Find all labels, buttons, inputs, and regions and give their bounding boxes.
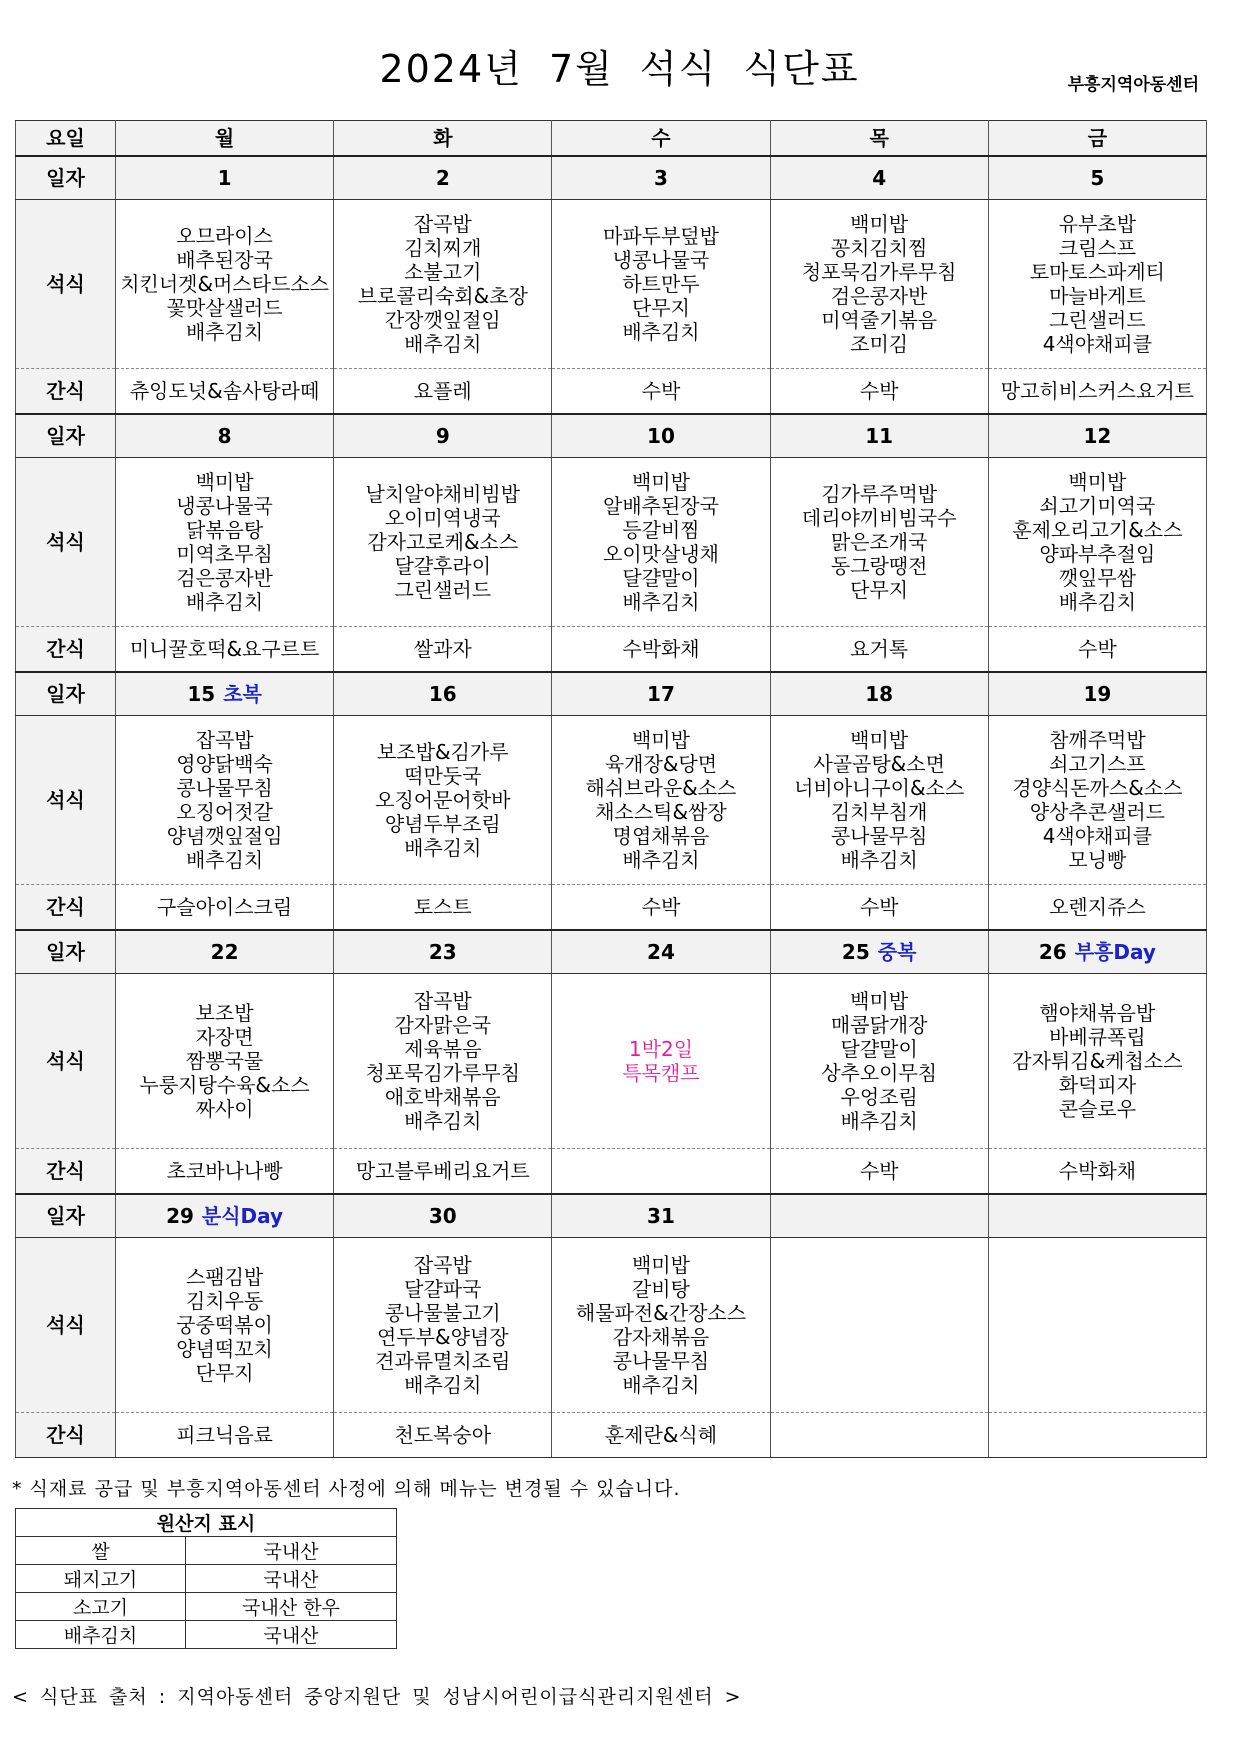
origin-item: 소고기 (16, 1593, 186, 1621)
meal-cell (552, 716, 770, 885)
menu-item: 콩나물무침 (612, 1349, 710, 1373)
snack-cell: 요거톡 (770, 627, 988, 673)
snack-label: 간식 (16, 627, 116, 673)
menu-item: 유부초밥 (1058, 212, 1137, 236)
meal-cell (770, 974, 988, 1149)
snack-label: 간식 (16, 1149, 116, 1195)
menu-item: 해쉬브라운&소스 (585, 776, 737, 800)
origin-item: 돼지고기 (16, 1565, 186, 1593)
menu-item: 우엉조림 (840, 1085, 918, 1109)
origin-row (16, 1621, 397, 1649)
meal-cell (116, 1238, 334, 1413)
menu-item: 사골곰탕&소면 (813, 752, 945, 776)
snack-cell (770, 1413, 988, 1458)
date-row (16, 1194, 1207, 1238)
origin-table (15, 1508, 397, 1649)
snack-cell: 수박 (770, 1149, 988, 1195)
date-row (16, 156, 1207, 200)
organization-name: 부흥지역아동센터 (1067, 75, 1199, 95)
snack-cell: 수박 (552, 885, 770, 931)
menu-item: 제육볶음 (404, 1037, 482, 1061)
meal-label: 석식 (16, 716, 116, 885)
snack-cell: 토스트 (334, 885, 552, 931)
snack-cell: 수박 (770, 369, 988, 415)
menu-item: 냉콩나물국 (612, 248, 710, 272)
date-number: 3 (654, 166, 668, 190)
menu-item: 짬뽕국물 (185, 1049, 264, 1073)
meal-cell (552, 200, 770, 369)
menu-item: 백미밥 (631, 728, 690, 752)
menu-item: 양념떡꼬치 (176, 1337, 273, 1361)
menu-item: 청포묵김가루무침 (801, 260, 957, 284)
menu-item: 미역줄기볶음 (821, 308, 938, 332)
menu-item: 해물파전&간장소스 (575, 1301, 747, 1325)
menu-item: 오므라이스 (176, 224, 273, 248)
meal-cell (334, 458, 552, 627)
menu-item: 견과류멸치조림 (375, 1349, 511, 1373)
date-row (16, 672, 1207, 716)
date-cell (116, 930, 334, 974)
weekday-label: 요일 (16, 121, 116, 157)
menu-item: 채소스틱&쌈장 (595, 800, 727, 824)
menu-item: 애호박채볶음 (384, 1085, 501, 1109)
menu-item: 백미밥 (850, 212, 909, 236)
menu-item: 양파부추절임 (1039, 542, 1156, 566)
meal-row (16, 200, 1207, 369)
snack-cell: 수박화채 (552, 627, 770, 673)
meal-cell (770, 458, 988, 627)
origin-country: 국내산 (186, 1565, 397, 1593)
snack-cell: 수박 (770, 885, 988, 931)
meal-row (16, 1238, 1207, 1413)
origin-item: 배추김치 (16, 1621, 186, 1649)
menu-item: 백미밥 (631, 1253, 690, 1277)
meal-cell (334, 974, 552, 1149)
date-number: 26 (1038, 940, 1067, 964)
menu-item: 잡곡밥 (413, 989, 472, 1013)
menu-item: 김치부침개 (830, 800, 928, 824)
event-label: 부흥Day (1074, 940, 1156, 964)
meal-cell (116, 200, 334, 369)
date-cell (988, 672, 1206, 716)
snack-cell: 쌀과자 (334, 627, 552, 673)
menu-item: 쇠고기스프 (1049, 752, 1146, 776)
menu-item: 미역초무침 (176, 542, 273, 566)
menu-item: 김치찌개 (404, 236, 482, 260)
date-cell (552, 930, 770, 974)
snack-cell: 피크닉음료 (116, 1413, 334, 1458)
menu-item: 양상추콘샐러드 (1029, 800, 1165, 824)
meal-label: 석식 (16, 974, 116, 1149)
origin-row (16, 1593, 397, 1621)
menu-item: 조미김 (850, 332, 909, 356)
date-number: 1 (217, 166, 232, 190)
change-notice: * 식재료 공급 및 부흥지역아동센터 사정에 의해 메뉴는 변경될 수 있습니다. (12, 1478, 681, 1500)
menu-item: 배추김치 (404, 1373, 482, 1397)
menu-item: 배추김치 (185, 590, 264, 614)
menu-item: 짜사이 (195, 1097, 254, 1121)
menu-item: 누룽지탕수육&소스 (139, 1073, 310, 1097)
origin-title: 원산지 표시 (16, 1509, 397, 1537)
menu-item: 배추김치 (404, 836, 482, 860)
snack-cell (552, 1149, 770, 1195)
origin-row (16, 1565, 397, 1593)
menu-item: 검은콩자반 (176, 566, 273, 590)
meal-label: 석식 (16, 1238, 116, 1413)
menu-item: 배추김치 (622, 848, 700, 872)
menu-item: 양념깻잎절임 (166, 824, 283, 848)
menu-item: 콩나물무침 (176, 776, 273, 800)
origin-country: 국내산 한우 (186, 1593, 397, 1621)
meal-row (16, 974, 1207, 1149)
menu-item: 떡만둣국 (404, 764, 482, 788)
menu-item: 백미밥 (850, 989, 909, 1013)
menu-item: 갈비탕 (631, 1277, 690, 1301)
menu-item: 명엽채볶음 (612, 824, 710, 848)
meal-cell (770, 1238, 988, 1413)
menu-item: 화덕피자 (1058, 1073, 1137, 1097)
weekday-thu: 목 (770, 121, 988, 157)
menu-item: 그린샐러드 (1049, 308, 1146, 332)
date-cell (334, 414, 552, 458)
menu-item: 바베큐폭립 (1049, 1025, 1146, 1049)
snack-cell: 훈제란&식혜 (552, 1413, 770, 1458)
origin-country: 국내산 (186, 1621, 397, 1649)
menu-item: 오징어젓갈 (176, 800, 273, 824)
menu-item: 꽃맛살샐러드 (166, 296, 283, 320)
snack-row (16, 1413, 1207, 1458)
menu-item: 백미밥 (850, 728, 909, 752)
menu-item: 치킨너겟&머스타드소스 (120, 272, 329, 296)
menu-item: 청포묵김가루무침 (365, 1061, 521, 1085)
date-label: 일자 (16, 672, 116, 716)
snack-row (16, 885, 1207, 931)
snack-cell: 수박 (552, 369, 770, 415)
menu-item: 자장면 (195, 1025, 254, 1049)
date-cell (552, 672, 770, 716)
date-number: 30 (428, 1204, 457, 1228)
date-label: 일자 (16, 1194, 116, 1238)
menu-item: 감자맑은국 (394, 1013, 492, 1037)
menu-item: 하트만두 (622, 272, 700, 296)
date-label: 일자 (16, 156, 116, 200)
date-cell (988, 930, 1206, 974)
date-cell (552, 156, 770, 200)
menu-item: 맑은조개국 (830, 530, 928, 554)
date-number: 9 (435, 424, 450, 448)
camp-label: 1박2일 (628, 1037, 694, 1061)
menu-item: 배추김치 (622, 320, 700, 344)
date-cell (334, 1194, 552, 1238)
event-label: 중복 (877, 940, 917, 964)
menu-item: 보조밥 (195, 1001, 254, 1025)
snack-label: 간식 (16, 885, 116, 931)
menu-item: 잡곡밥 (195, 728, 254, 752)
menu-item: 궁중떡볶이 (176, 1313, 273, 1337)
menu-item: 냉콩나물국 (176, 494, 273, 518)
menu-item: 콩나물불고기 (384, 1301, 501, 1325)
date-cell (770, 156, 988, 200)
menu-item: 닭볶음탕 (185, 518, 264, 542)
meal-label: 석식 (16, 458, 116, 627)
snack-cell: 츄잉도넛&솜사탕라떼 (116, 369, 334, 415)
menu-item: 감자튀김&케첩소스 (1012, 1049, 1183, 1073)
menu-item: 감자고로케&소스 (367, 530, 519, 554)
event-label: 초복 (223, 682, 262, 706)
meal-cell (988, 200, 1206, 369)
date-cell (770, 1194, 988, 1238)
menu-item: 상추오이무침 (821, 1061, 938, 1085)
menu-item: 햄야채볶음밥 (1039, 1001, 1156, 1025)
menu-item: 오징어문어핫바 (375, 788, 511, 812)
date-cell (988, 156, 1206, 200)
date-number: 31 (647, 1204, 675, 1228)
date-number: 23 (428, 940, 457, 964)
menu-item: 마늘바게트 (1049, 284, 1146, 308)
snack-label: 간식 (16, 1413, 116, 1458)
menu-item: 참깨주먹밥 (1049, 728, 1146, 752)
menu-item: 콘슬로우 (1058, 1097, 1137, 1121)
date-cell (334, 156, 552, 200)
menu-item: 매콤닭개장 (830, 1013, 928, 1037)
snack-cell: 천도복숭아 (334, 1413, 552, 1458)
date-number: 18 (865, 682, 894, 706)
date-number: 8 (217, 424, 232, 448)
menu-item: 양념두부조림 (384, 812, 501, 836)
page-title: 2024년 7월 석식 식단표 (379, 47, 860, 91)
date-number: 5 (1090, 166, 1105, 190)
snack-row (16, 627, 1207, 673)
meal-cell (116, 458, 334, 627)
meal-cell (770, 200, 988, 369)
date-cell (334, 930, 552, 974)
menu-item: 등갈비찜 (622, 518, 700, 542)
date-number: 2 (435, 166, 450, 190)
event-label: 분식Day (201, 1204, 284, 1228)
menu-item: 달걀후라이 (394, 554, 492, 578)
menu-item: 4색야채피클 (1042, 332, 1153, 356)
snack-cell: 망고히비스커스요거트 (988, 369, 1206, 415)
menu-item: 데리야끼비빔국수 (801, 506, 957, 530)
menu-item: 배추김치 (622, 590, 700, 614)
weekday-header-row (16, 121, 1207, 157)
menu-item: 깻잎무쌈 (1058, 566, 1137, 590)
menu-item: 꽁치김치찜 (830, 236, 928, 260)
menu-item: 육개장&당면 (604, 752, 718, 776)
meal-cell (116, 716, 334, 885)
date-number: 25 (841, 940, 870, 964)
snack-cell: 미니꿀호떡&요구르트 (116, 627, 334, 673)
meal-cell (334, 200, 552, 369)
menu-item: 간장깻잎절임 (384, 308, 501, 332)
snack-cell (988, 1413, 1206, 1458)
snack-row (16, 1149, 1207, 1195)
snack-cell: 망고블루베리요거트 (334, 1149, 552, 1195)
date-cell (988, 1194, 1206, 1238)
menu-item: 배추김치 (185, 320, 264, 344)
date-cell (552, 1194, 770, 1238)
menu-item: 경양식돈까스&소스 (1012, 776, 1183, 800)
snack-cell: 오렌지쥬스 (988, 885, 1206, 931)
origin-country: 국내산 (186, 1537, 397, 1565)
date-number: 24 (647, 940, 675, 964)
date-number: 15 (187, 682, 216, 706)
menu-item: 배추김치 (840, 848, 918, 872)
date-number: 10 (647, 424, 675, 448)
meal-cell (988, 716, 1206, 885)
menu-item: 김치우동 (185, 1289, 264, 1313)
menu-item: 백미밥 (195, 470, 254, 494)
weekday-tue: 화 (334, 121, 552, 157)
menu-item: 오이미역냉국 (384, 506, 501, 530)
date-cell (770, 414, 988, 458)
menu-item: 배추김치 (622, 1373, 700, 1397)
meal-row (16, 716, 1207, 885)
snack-cell: 초코바나나빵 (116, 1149, 334, 1195)
menu-item: 배추된장국 (176, 248, 273, 272)
menu-item: 쇠고기미역국 (1039, 494, 1156, 518)
weekday-fri: 금 (988, 121, 1206, 157)
date-number: 4 (872, 166, 887, 190)
camp-label: 특목캠프 (622, 1061, 700, 1085)
snack-label: 간식 (16, 369, 116, 415)
menu-item: 달걀말이 (840, 1037, 918, 1061)
date-cell (116, 414, 334, 458)
weekday-mon: 월 (116, 121, 334, 157)
meal-label: 석식 (16, 200, 116, 369)
menu-item: 감자채볶음 (612, 1325, 710, 1349)
menu-item: 달걀파국 (404, 1277, 482, 1301)
menu-item: 훈제오리고기&소스 (1012, 518, 1183, 542)
meal-cell (988, 974, 1206, 1149)
date-label: 일자 (16, 930, 116, 974)
date-cell (552, 414, 770, 458)
meal-cell (552, 1238, 770, 1413)
menu-item: 김가루주먹밥 (821, 482, 938, 506)
menu-table (15, 120, 1207, 1458)
meal-cell (988, 458, 1206, 627)
menu-item: 잡곡밥 (413, 212, 472, 236)
menu-item: 알배추된장국 (603, 494, 719, 518)
snack-cell: 요플레 (334, 369, 552, 415)
menu-item: 너비아니구이&소스 (794, 776, 965, 800)
date-cell (770, 930, 988, 974)
snack-cell: 수박 (988, 627, 1206, 673)
menu-item: 백미밥 (631, 470, 690, 494)
weekday-wed: 수 (552, 121, 770, 157)
meal-cell (552, 974, 770, 1149)
date-cell (334, 672, 552, 716)
menu-item: 배추김치 (404, 1109, 482, 1133)
snack-cell: 수박화채 (988, 1149, 1206, 1195)
menu-item: 토마토스파게티 (1029, 260, 1165, 284)
menu-item: 보조밥&김가루 (377, 740, 509, 764)
date-cell (116, 1194, 334, 1238)
menu-item: 잡곡밥 (413, 1253, 472, 1277)
meal-cell (770, 716, 988, 885)
date-row (16, 930, 1207, 974)
menu-item: 연두부&양념장 (377, 1325, 509, 1349)
date-number: 19 (1083, 682, 1112, 706)
menu-item: 배추김치 (404, 332, 482, 356)
origin-row (16, 1537, 397, 1565)
date-number: 17 (647, 682, 675, 706)
date-number: 16 (428, 682, 457, 706)
menu-item: 4색야채피클 (1042, 824, 1153, 848)
menu-item: 마파두부덮밥 (603, 224, 719, 248)
menu-item: 날치알야채비빔밥 (365, 482, 521, 506)
menu-item: 배추김치 (1058, 590, 1137, 614)
origin-item: 쌀 (16, 1537, 186, 1565)
menu-item: 브로콜리숙회&초장 (357, 284, 528, 308)
meal-cell (334, 1238, 552, 1413)
menu-item: 배추김치 (185, 848, 264, 872)
date-label: 일자 (16, 414, 116, 458)
date-number: 12 (1083, 424, 1112, 448)
meal-cell (116, 974, 334, 1149)
menu-item: 크림스프 (1058, 236, 1137, 260)
date-number: 22 (210, 940, 239, 964)
snack-row (16, 369, 1207, 415)
menu-item: 달걀말이 (622, 566, 700, 590)
menu-item: 소불고기 (404, 260, 482, 284)
meal-cell (552, 458, 770, 627)
menu-item: 단무지 (850, 578, 909, 602)
menu-item: 스팸김밥 (185, 1265, 264, 1289)
date-cell (116, 672, 334, 716)
date-cell (116, 156, 334, 200)
menu-item: 콩나물무침 (830, 824, 928, 848)
snack-cell: 구슬아이스크림 (116, 885, 334, 931)
meal-cell (334, 716, 552, 885)
date-row (16, 414, 1207, 458)
menu-item: 단무지 (195, 1361, 254, 1385)
menu-source: < 식단표 출처 : 지역아동센터 중앙지원단 및 성남시어린이급식관리지원센터 > (12, 1686, 742, 1708)
menu-item: 오이맛살냉채 (603, 542, 719, 566)
date-number: 11 (865, 424, 894, 448)
menu-item: 영양닭백숙 (176, 752, 273, 776)
menu-item: 검은콩자반 (830, 284, 928, 308)
date-cell (988, 414, 1206, 458)
menu-item: 모닝빵 (1068, 848, 1127, 872)
meal-row (16, 458, 1207, 627)
meal-cell (988, 1238, 1206, 1413)
date-cell (770, 672, 988, 716)
menu-item: 배추김치 (840, 1109, 918, 1133)
date-number: 29 (166, 1204, 194, 1228)
menu-item: 백미밥 (1068, 470, 1127, 494)
menu-item: 그린샐러드 (394, 578, 492, 602)
menu-item: 단무지 (631, 296, 690, 320)
menu-item: 동그랑땡전 (830, 554, 928, 578)
